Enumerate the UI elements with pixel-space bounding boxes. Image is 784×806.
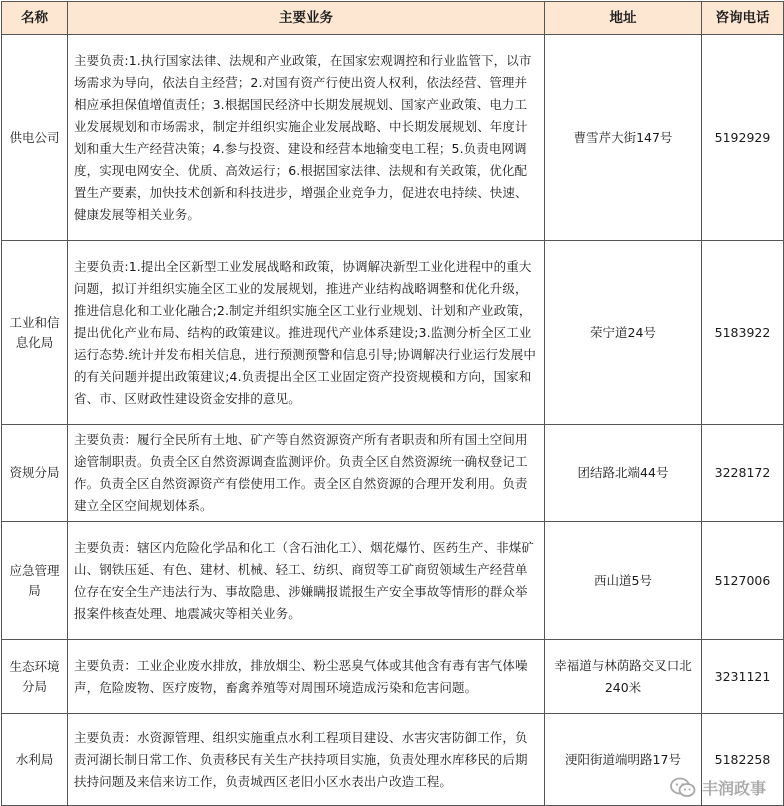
table-row xyxy=(2,522,784,640)
table-row xyxy=(2,35,784,241)
org-address: 幸福道与林荫路交叉口北240米 xyxy=(545,640,702,714)
org-phone: 3228172 xyxy=(702,425,784,522)
org-name: 生态环境分局 xyxy=(2,640,68,714)
header-phone: 咨询电话 xyxy=(702,2,784,35)
table-row xyxy=(2,241,784,425)
org-address: 团结路北端44号 xyxy=(545,425,702,522)
header-row xyxy=(2,2,784,35)
org-address: 曹雪芹大街147号 xyxy=(545,35,702,241)
org-phone: 5183922 xyxy=(702,241,784,425)
org-phone: 5182258 xyxy=(702,714,784,806)
header-name: 名称 xyxy=(2,2,68,35)
org-phone: 5127006 xyxy=(702,522,784,640)
table-row xyxy=(2,714,784,806)
org-duty: 主要负责:1.提出全区新型工业发展战略和政策，协调解决新型工业化进程中的重大问题，拟订并组织实施全区工业的发展规划，推进产业结构战略调整和优化升级，推进信息化和工业化融合;2.制定并组织实施全区工业行业规划、计划和产业政策，提出优化产业布局、结构的政策建议。推进现代产业体系建设;3.监测分析全区工业运行态势.统计并发布相关信息，进行预测预警和信息引导;协调解决行业运行发展中的有关问题并提出政策建议;4.负责提出全区工业固定资产投资规模和方向，国家和省、市、区财政性建设资金安排的意见。 xyxy=(68,241,545,425)
org-duty: 主要负责：水资源管理、组织实施重点水利工程项目建设、水害灾害防御工作，负责河湖长制日常工作、负责移民有关生产扶持项目实施，负责处理水库移民的后期扶持问题及来信来访工作，负责城西区老旧小区水表出户改造工程。 xyxy=(68,714,545,806)
watermark-text: 丰润政事 xyxy=(701,779,766,798)
org-duty: 主要负责:1.执行国家法律、法规和产业政策，在国家宏观调控和行业监管下，以市场需求为导向，依法自主经营；2.对国有资产行使出资人权利，依法经营、管理并相应承担保值增值责任；3.根据国民经济中长期发展规划、国家产业政策、电力工业发展规划和市场需求，制定并组织实施企业发展战略、中长期发展规划、年度计划和重大生产经营决策；4.参与投资、建设和经营本地输变电工程；5.负责电网调度，实现电网安全、优质、高效运行；6.根据国家法律、法规和有关政策，优化配置生产要素，加快技术创新和科技进步，增强企业竞争力，促进农电持续、快速、健康发展等相关业务。 xyxy=(68,35,545,241)
org-address: 荣宁道24号 xyxy=(545,241,702,425)
org-phone: 3231121 xyxy=(702,640,784,714)
table-row xyxy=(2,640,784,714)
wechat-icon xyxy=(670,777,696,799)
org-phone: 5192929 xyxy=(702,35,784,241)
org-duty: 主要负责：辖区内危险化学品和化工（含石油化工）、烟花爆竹、医药生产、非煤矿山、钢铁压延、有色、建材、机械、轻工、纺织、商贸等工矿商贸领域生产经营单位存在安全生产违法行为、事故隐患、涉嫌瞒报谎报生产安全事故等情形的群众举报案件核查处理、地震减灾等相关业务。 xyxy=(68,522,545,640)
org-name: 工业和信息化局 xyxy=(2,241,68,425)
org-duty: 主要负责：工业企业废水排放，排放烟尘、粉尘恶臭气体或其他含有毒有害气体噪声，危险废物、医疗废物，畜禽养殖等对周围环境造成污染和危害问题。 xyxy=(68,640,545,714)
org-name: 应急管理局 xyxy=(2,522,68,640)
header-duty: 主要业务 xyxy=(68,2,545,35)
header-address: 地址 xyxy=(545,2,702,35)
org-name: 资规分局 xyxy=(2,425,68,522)
org-address: 西山道5号 xyxy=(545,522,702,640)
watermark xyxy=(670,776,766,799)
service-table xyxy=(1,1,784,806)
org-name: 水利局 xyxy=(2,714,68,806)
org-address: 浭阳街道端明路17号 xyxy=(545,714,702,806)
table-row xyxy=(2,425,784,522)
org-name: 供电公司 xyxy=(2,35,68,241)
org-duty: 主要负责：履行全民所有土地、矿产等自然资源资产所有者职责和所有国土空间用途管制职责。负责全区自然资源调查监测评价。负责全区自然资源统一确权登记工作。负责全区自然资源资产有偿使用工作。责全区自然资源的合理开发利用。负责建立全区空间规划体系。 xyxy=(68,425,545,522)
